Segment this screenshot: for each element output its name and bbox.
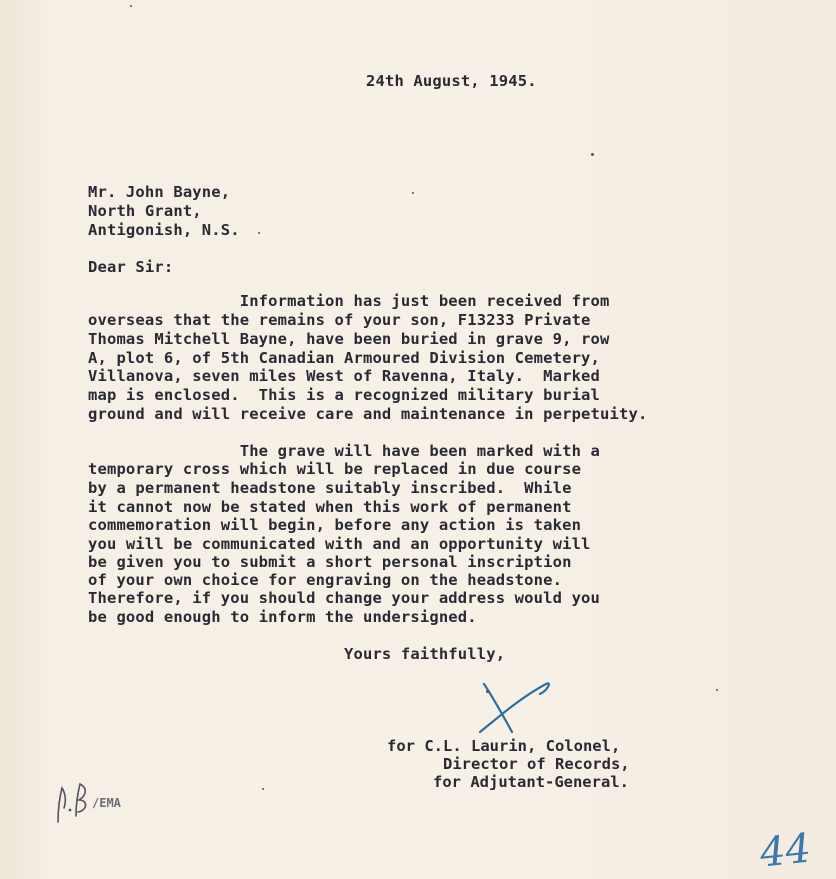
signature-line-3: for Adjutant-General.: [433, 773, 629, 791]
address-line-2: North Grant,: [88, 202, 202, 220]
paragraph1-line: ground and will receive care and maintenance in perpetuity.: [88, 405, 648, 423]
paragraph2-line: Therefore, if you should change your address would you: [88, 589, 601, 607]
signature-line-1: for C.L. Laurin, Colonel,: [387, 737, 621, 755]
paragraph1-line: Villanova, seven miles West of Ravenna, Italy. Marked: [88, 367, 601, 385]
paper-speck: [716, 689, 718, 691]
page-number: 44: [757, 825, 814, 877]
paragraph2-line: The grave will have been marked with a: [88, 442, 601, 460]
paper-speck: [258, 232, 260, 234]
paragraph1-line: A, plot 6, of 5th Canadian Armoured Division Cemetery,: [88, 349, 601, 367]
paragraph1-line: map is enclosed. This is a recognized military burial: [88, 386, 601, 404]
paragraph2-line: of your own choice for engraving on the headstone.: [88, 571, 563, 589]
address-line-1: Mr. John Bayne,: [88, 183, 231, 201]
paragraph2-line: be good enough to inform the undersigned.: [88, 608, 477, 626]
letter-date: 24th August, 1945.: [366, 72, 537, 90]
signature-mark: [470, 676, 560, 736]
salutation: Dear Sir:: [88, 258, 174, 276]
paper-speck: [486, 690, 489, 693]
paragraph2-line: be given you to submit a short personal inscription: [88, 553, 572, 571]
paragraph2-line: commemoration will begin, before any action is taken: [88, 516, 582, 534]
paragraph1-line: Thomas Mitchell Bayne, have been buried in grave 9, row: [88, 330, 610, 348]
paper-speck: [412, 192, 414, 194]
paragraph2-line: temporary cross which will be replaced in due course: [88, 460, 582, 478]
paragraph1-line: Information has just been received from: [88, 292, 610, 310]
paragraph2-line: it cannot now be stated when this work of permanent: [88, 498, 572, 516]
address-line-3: Antigonish, N.S.: [88, 221, 240, 239]
paper-speck: [591, 153, 594, 156]
paper-speck: [130, 5, 132, 7]
typist-initials: /EMA: [92, 796, 121, 810]
closing: Yours faithfully,: [344, 645, 506, 663]
paragraph2-line: by a permanent headstone suitably inscribed. While: [88, 479, 572, 497]
signature-line-2: Director of Records,: [443, 755, 630, 773]
paragraph2-line: you will be communicated with and an opportunity will: [88, 535, 591, 553]
paper-speck: [262, 788, 264, 790]
paragraph1-line: overseas that the remains of your son, F13233 Private: [88, 311, 591, 329]
